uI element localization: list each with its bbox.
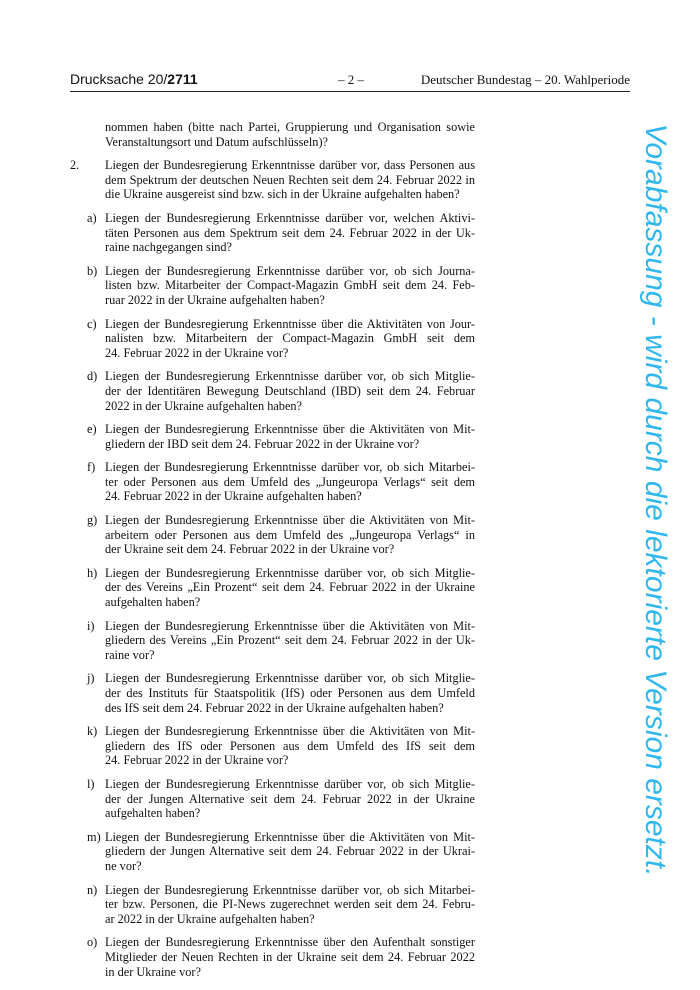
- text-line: gliedern der Jungen Alternative seit dem 24. Februar 2022 in der Ukrai-: [105, 844, 475, 859]
- text-line: in der Ukraine vor?: [105, 964, 201, 979]
- text-line: Liegen der Bundesregierung Erkenntnisse über die Aktivitäten von Jour-: [105, 316, 475, 331]
- subquestion-label: c): [87, 316, 97, 331]
- text-line: der der Identitären Bewegung Deutschland (IBD) seit dem 24. Februar: [105, 383, 475, 398]
- subquestion-text: [105, 317, 475, 361]
- text-line: gliedern der IBD seit dem 24. Februar 2022 in der Ukraine vor?: [105, 436, 420, 451]
- subquestion-label: i): [87, 618, 95, 633]
- text-line: ruar 2022 in der Ukraine aufgehalten haben?: [105, 292, 325, 307]
- subquestion-g: [70, 513, 475, 557]
- text-line: Liegen der Bundesregierung Erkenntnisse darüber vor, ob sich Mitarbei-: [105, 882, 475, 897]
- document-number-value: 2711: [167, 71, 198, 87]
- subquestion-text: [105, 777, 475, 821]
- subquestion-e: [70, 422, 475, 451]
- subquestion-label: j): [87, 671, 95, 686]
- text-line: ter bzw. Personen, die PI-News zugerechnet werden seit dem 24. Febru-: [105, 897, 475, 912]
- text-line: dem Spektrum der deutschen Neuen Rechten seit dem 24. Februar 2022 in: [105, 172, 475, 187]
- text-line: der der Jungen Alternative seit dem 24. Februar 2022 in der Ukraine: [105, 791, 475, 806]
- text-line: der des Vereins „Ein Prozent“ seit dem 24. Februar 2022 in der Ukraine: [105, 580, 475, 595]
- document-body: [70, 120, 475, 979]
- subquestion-text: [105, 460, 475, 504]
- subquestion-label: e): [87, 422, 97, 437]
- question-number: 2.: [70, 158, 80, 173]
- subquestion-text: [105, 566, 475, 610]
- subquestion-i: [70, 619, 475, 663]
- subquestion-j: [70, 671, 475, 715]
- subquestion-text: [105, 883, 475, 927]
- text-line: 24. Februar 2022 in der Ukraine aufgehalten haben?: [105, 489, 362, 504]
- text-line: Liegen der Bundesregierung Erkenntnisse darüber vor, ob sich Journa-: [105, 263, 475, 278]
- text-line: ar 2022 in der Ukraine aufgehalten haben?: [105, 911, 315, 926]
- watermark-text: Vorabfassung - wird durch die lektorierte Version ersetzt.: [639, 123, 672, 877]
- text-line: gliedern des Vereins „Ein Prozent“ seit dem 24. Februar 2022 in der Uk-: [105, 633, 475, 648]
- subquestion-label: k): [87, 724, 98, 739]
- text-line: Mitglieder der Neuen Rechten in der Ukraine seit dem 24. Februar 2022: [105, 949, 475, 964]
- subquestion-text: [105, 211, 475, 255]
- intro-paragraph: [105, 120, 475, 149]
- question-text: [105, 158, 475, 202]
- subquestion-text: [105, 264, 475, 308]
- subquestion-label: n): [87, 882, 98, 897]
- text-line: Liegen der Bundesregierung Erkenntnisse über die Aktivitäten von Mit-: [105, 724, 475, 739]
- subquestion-label: g): [87, 513, 98, 528]
- text-line: ne vor?: [105, 858, 142, 873]
- page-header: [70, 71, 630, 92]
- text-line: gliedern des IfS oder Personen aus dem Umfeld des IfS seit dem: [105, 738, 475, 753]
- subquestion-label: d): [87, 369, 98, 384]
- text-line: Liegen der Bundesregierung Erkenntnisse darüber vor, ob sich Mitglie-: [105, 565, 475, 580]
- subquestion-d: [70, 369, 475, 413]
- text-line: 24. Februar 2022 in der Ukraine vor?: [105, 345, 289, 360]
- page-number: – 2 –: [338, 72, 364, 87]
- text-line: Veranstaltungsort und Datum aufschlüsseln)?: [105, 134, 329, 149]
- subquestion-c: [70, 317, 475, 361]
- text-line: nommen haben (bitte nach Partei, Gruppierung und Organisation sowie: [105, 120, 475, 134]
- document-number: [70, 71, 198, 87]
- subquestion-m: [70, 830, 475, 874]
- subquestion-label: a): [87, 210, 97, 225]
- subquestion-label: l): [87, 776, 95, 791]
- publisher: Deutscher Bundestag – 20. Wahlperiode: [420, 72, 630, 87]
- text-line: raine vor?: [105, 647, 155, 662]
- text-line: des IfS seit dem 24. Februar 2022 in der Ukraine aufgehalten haben?: [105, 700, 444, 715]
- text-line: 24. Februar 2022 in der Ukraine vor?: [105, 753, 289, 768]
- text-line: Liegen der Bundesregierung Erkenntnisse darüber vor, ob sich Mitglie-: [105, 671, 475, 686]
- text-line: Liegen der Bundesregierung Erkenntnisse über die Aktivitäten von Mit-: [105, 829, 475, 844]
- text-line: täten Personen aus dem Spektrum seit dem 24. Februar 2022 in der Uk-: [105, 225, 475, 240]
- text-line: Liegen der Bundesregierung Erkenntnisse darüber vor, ob sich Mitglie-: [105, 369, 475, 384]
- text-line: Liegen der Bundesregierung Erkenntnisse darüber vor, welchen Aktivi-: [105, 210, 475, 225]
- subquestion-text: [105, 935, 475, 979]
- text-line: arbeitern oder Personen aus dem Umfeld des „Jungeuropa Verlags“ in: [105, 527, 475, 542]
- subquestion-text: [105, 422, 475, 451]
- subquestion-o: [70, 935, 475, 979]
- subquestion-label: b): [87, 263, 98, 278]
- text-line: listen bzw. Mitarbeiter der Compact-Magazin GmbH seit dem 24. Feb-: [105, 278, 475, 293]
- subquestion-n: [70, 883, 475, 927]
- subquestion-k: [70, 724, 475, 768]
- text-line: aufgehalten haben?: [105, 806, 201, 821]
- text-line: Liegen der Bundesregierung Erkenntnisse darüber vor, ob sich Mitglie-: [105, 776, 475, 791]
- subquestion-text: [105, 619, 475, 663]
- text-line: Liegen der Bundesregierung Erkenntnisse über die Aktivitäten von Mit-: [105, 513, 475, 528]
- subquestion-text: [105, 724, 475, 768]
- document-label: Drucksache 20/: [70, 71, 168, 87]
- text-line: nalisten bzw. Mitarbeitern der Compact-Magazin GmbH seit dem: [105, 331, 475, 346]
- subquestion-label: f): [87, 460, 96, 475]
- subquestion-label: o): [87, 935, 98, 950]
- text-line: Liegen der Bundesregierung Erkenntnisse über den Aufenthalt sonstiger: [105, 935, 475, 950]
- subquestion-l: [70, 777, 475, 821]
- text-line: Liegen der Bundesregierung Erkenntnisse über die Aktivitäten von Mit-: [105, 422, 475, 437]
- subquestion-list: [70, 211, 475, 979]
- text-line: aufgehalten haben?: [105, 595, 201, 610]
- text-line: die Ukraine ausgereist sind bzw. sich in der Ukraine aufgehalten haben?: [105, 187, 460, 202]
- question-2: [70, 158, 475, 202]
- text-line: Liegen der Bundesregierung Erkenntnisse darüber vor, ob sich Mitarbei-: [105, 460, 475, 475]
- subquestion-text: [105, 830, 475, 874]
- text-line: Liegen der Bundesregierung Erkenntnisse darüber vor, dass Personen aus: [105, 158, 475, 173]
- text-line: ter oder Personen aus dem Umfeld des „Jungeuropa Verlags“ seit dem: [105, 474, 475, 489]
- subquestion-a: [70, 211, 475, 255]
- text-line: raine nachgegangen sind?: [105, 240, 233, 255]
- text-line: der des Instituts für Staatspolitik (IfS) oder Personen aus dem Umfeld: [105, 686, 475, 700]
- subquestion-b: [70, 264, 475, 308]
- subquestion-h: [70, 566, 475, 610]
- subquestion-label: m): [87, 829, 101, 844]
- text-line: Liegen der Bundesregierung Erkenntnisse über die Aktivitäten von Mit-: [105, 618, 475, 633]
- subquestion-label: h): [87, 565, 98, 580]
- subquestion-f: [70, 460, 475, 504]
- subquestion-text: [105, 369, 475, 413]
- text-line: 2022 in der Ukraine aufgehalten haben?: [105, 398, 303, 413]
- text-line: der Ukraine seit dem 24. Februar 2022 in der Ukraine vor?: [105, 542, 395, 557]
- subquestion-text: [105, 671, 475, 715]
- subquestion-text: [105, 513, 475, 557]
